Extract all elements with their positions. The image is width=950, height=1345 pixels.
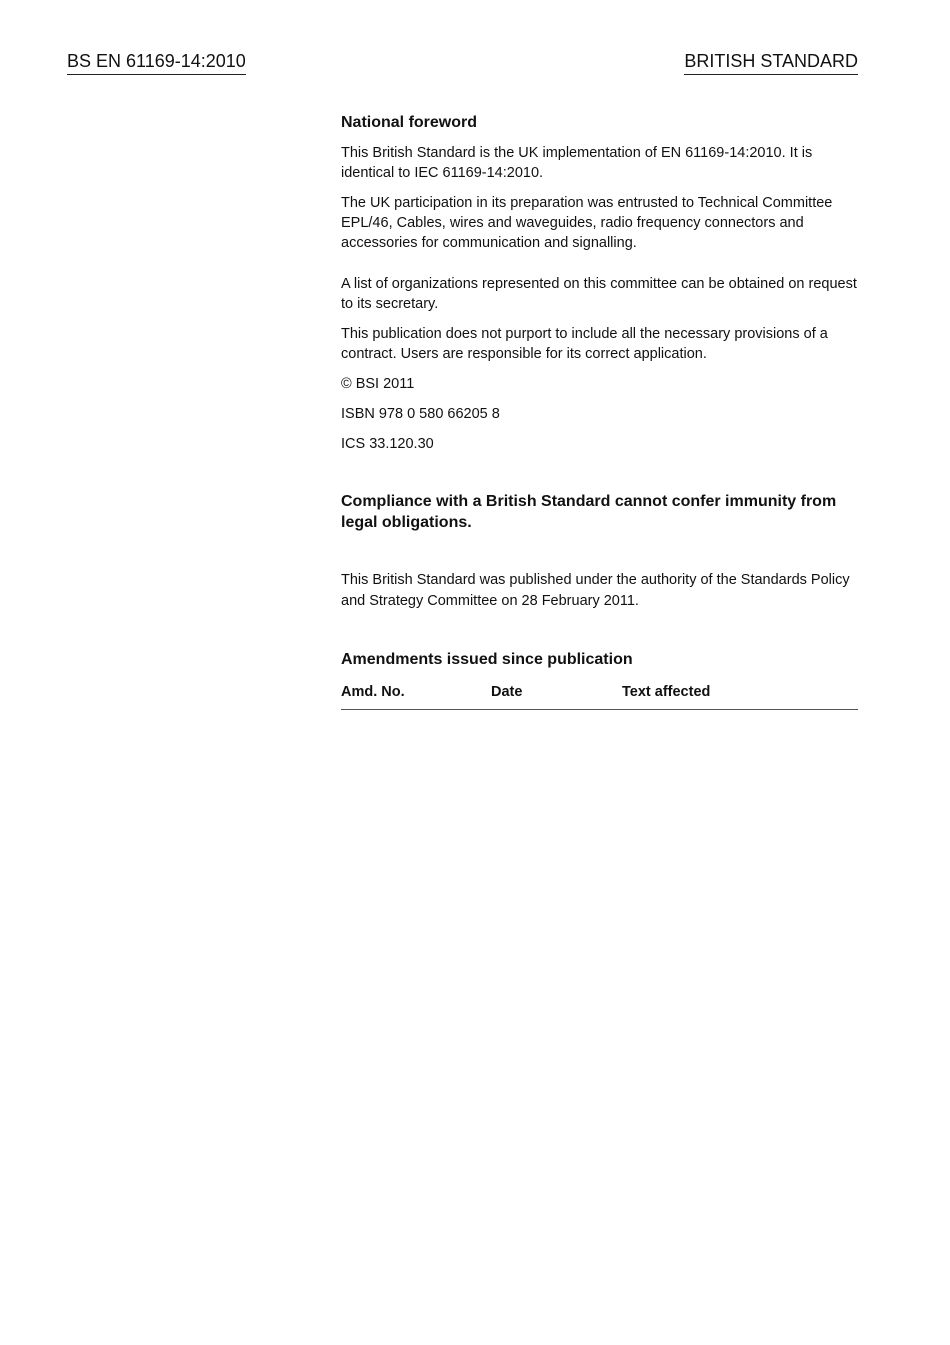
amendments-table-header — [341, 682, 858, 710]
copyright-notice: © BSI 2011 — [341, 376, 415, 392]
amendments-heading: Amendments issued since publication — [341, 651, 633, 668]
foreword-paragraph: A list of organizations represented on this committee can be obtained on request to its secretary. — [341, 276, 857, 312]
column-date: Date — [491, 684, 523, 700]
document-type: BRITISH STANDARD — [684, 50, 858, 75]
foreword-paragraph: This British Standard is the UK implementation of EN 61169-14:2010. It is identical to IEC 61169-14:2010. — [341, 145, 813, 181]
publication-authority: This British Standard was published under the authority of the Standards Policy and Strategy Committee on 28 February 2011. — [341, 572, 850, 609]
foreword-paragraph: The UK participation in its preparation was entrusted to Technical Committee EPL/46, Cables, wires and waveguides, radio frequency connectors and accessories for communication and signalling. — [341, 195, 833, 251]
foreword-paragraph: This publication does not purport to include all the necessary provisions of a contract. Users are responsible for its correct application. — [341, 326, 828, 362]
foreword-heading: National foreword — [341, 114, 478, 131]
column-amd-no: Amd. No. — [341, 684, 405, 700]
compliance-statement: Compliance with a British Standard cannot confer immunity from legal obligations. — [341, 493, 837, 531]
isbn: ISBN 978 0 580 66205 8 — [341, 406, 500, 422]
column-text-affected: Text affected — [622, 684, 711, 700]
main-content — [341, 112, 858, 710]
ics-code: ICS 33.120.30 — [341, 436, 434, 452]
document-number: BS EN 61169-14:2010 — [67, 50, 246, 75]
